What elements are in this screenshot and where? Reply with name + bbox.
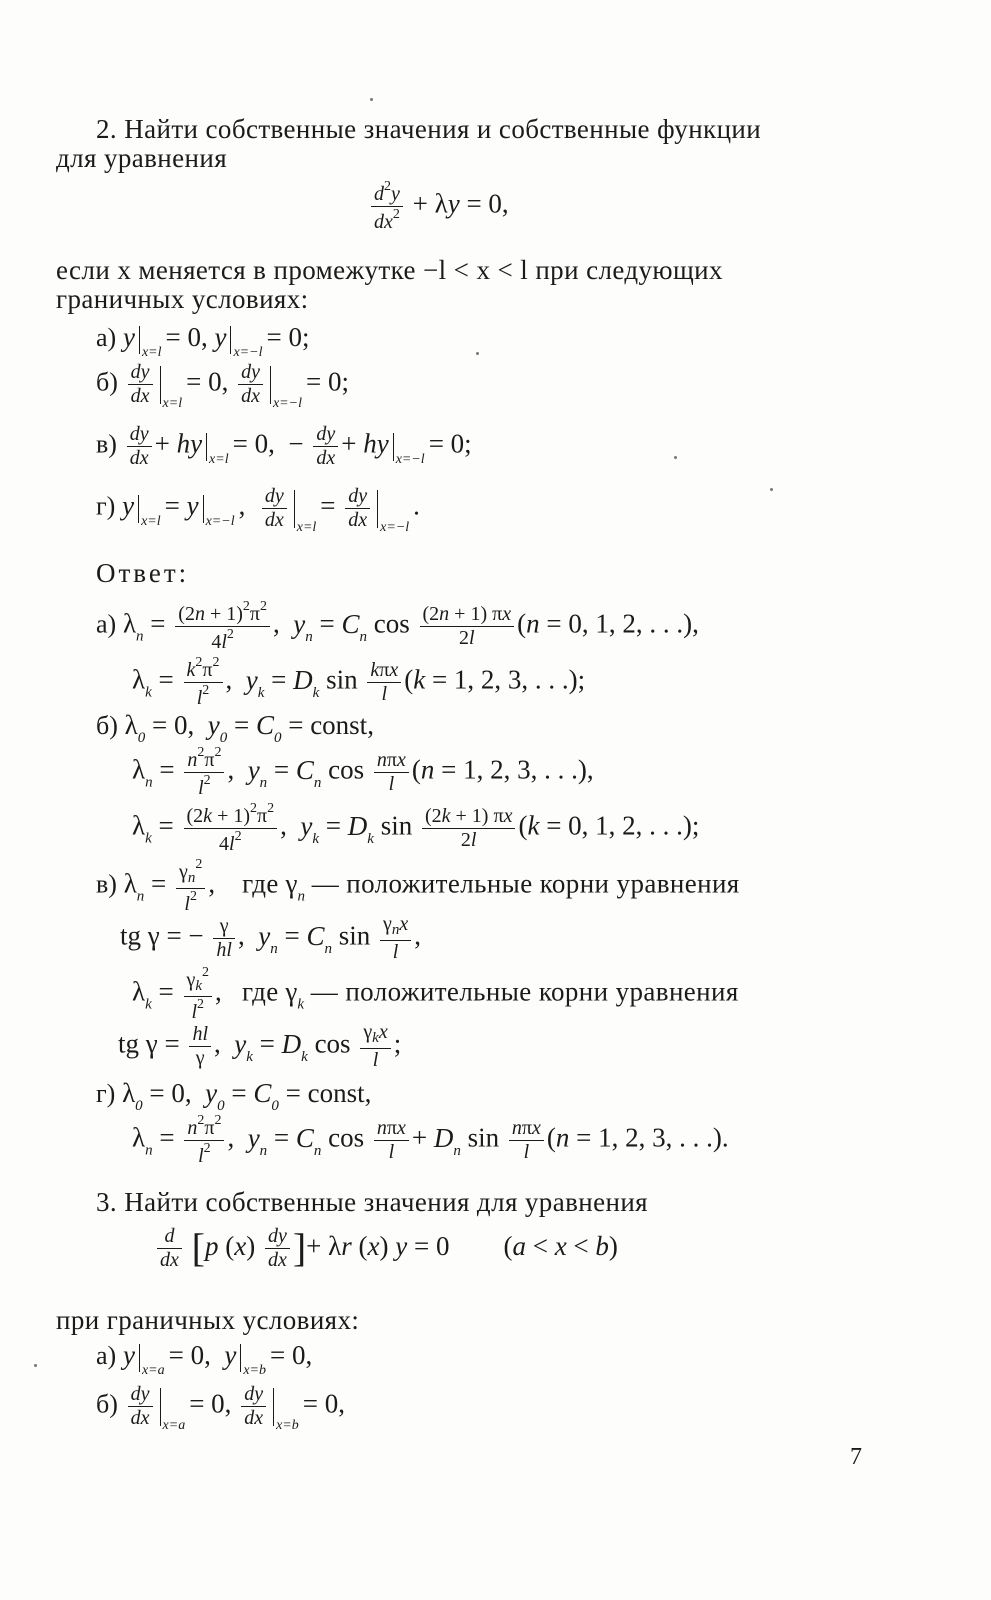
bc-g: г) $y_{x=l}= y_{x=-l}$, $\frac{dy}{dx}$ $_{x=l}$= $\frac{dy}{dx}$ $_{x=-l}$. <box>96 485 420 535</box>
roots-text-2: — положительные корни уравнения <box>310 976 739 1007</box>
answer-b1: б) $\lambda_0 = 0$, $y_0 = C_0$ = const, <box>96 710 374 746</box>
p3-bc-a: а) $y_{x=a}= 0$, $y_{x=b}= 0$, <box>96 1340 313 1378</box>
problem3-equation: $\frac{d}{dx}$ [p (x) $\frac{dy}{dx}$ ]+ λr (x) y = 0 (a < x < b) <box>154 1224 618 1271</box>
problem2-condition-cont: граничных условиях: <box>56 284 309 314</box>
answer-v2: tg γ = − $\frac{\gamma}{hl}$ , $y_n = C_n$ sin $\frac{\gamma_nx}{l}$ , <box>120 913 421 963</box>
answer-g1: г) $\lambda_0 = 0$, $y_0 = C_0$ = const, <box>96 1078 372 1114</box>
bc-v: в) $\frac{dy}{dx}$ + $hy_{x=l}= 0$, − $\frac{dy}{dx}$ + $hy_{x=-l}= 0$; <box>96 423 472 469</box>
const-word: const <box>310 710 368 740</box>
problem2-intro: 2. Найти собственные значения и собственные функции <box>96 114 762 144</box>
scan-speck <box>674 456 677 459</box>
problem3-condition: при граничных условиях: <box>56 1305 360 1335</box>
answer-b2: $\lambda_n$ = $\frac{n^2\pi^2}{l^2}$ , $y_n = C_n$ cos $\frac{\text{nπx}}{l}$ (n = 1, 2, 3, . . .), <box>132 745 594 799</box>
problem2-condition: если x меняется в промежутке −l < x < l при следующих <box>56 255 723 285</box>
answer-v1: в) $\lambda_n$ = $\frac{\gamma_n^2}{l^2}$ , где $\gamma_n$ — положительные корни уравнения <box>96 857 740 915</box>
answer-b3: $\lambda_k$ = $\frac{(2k + 1)^2\pi^2}{4l^2}$ , $y_k = D_k$ sin $\frac{(2k + 1) \pi x}{2l}$ (k = 0, 1, 2, . . .); <box>132 801 700 855</box>
gde-word-2: где <box>242 976 279 1007</box>
tg-word-2: tg <box>118 1028 140 1059</box>
page-number: 7 <box>850 1444 863 1470</box>
answer-v4: tg γ = $\frac{hl}{\gamma}$ , $y_k = D_k$ cos $\frac{\gamma_kx}{l}$ ; <box>118 1021 402 1071</box>
gde-word: где <box>242 868 279 899</box>
problem2-intro-cont: для уравнения <box>56 143 228 173</box>
answer-title: Ответ: <box>96 558 190 588</box>
bc-b: б) $\frac{dy}{dx}$ $_{x=l}$= 0, $\frac{dy}{dx}$ $_{x=-l}$= 0; <box>96 361 349 411</box>
scan-speck <box>34 1364 37 1367</box>
problem3-intro: 3. Найти собственные значения для уравнения <box>96 1187 648 1217</box>
answer-v3: $\lambda_k$ = $\frac{\gamma_k^2}{l^2}$ , где $\gamma_k$ — положительные корни уравнения <box>132 965 739 1023</box>
problem2-equation: $\frac{d^2y}{dx^2}$ + λy = 0, <box>368 180 509 233</box>
const-word-2: const <box>307 1078 365 1108</box>
answer-a2: $\lambda_k$ = $\frac{k^2\pi^2}{l^2}$ , $y_k = D_k$ sin $\frac{\text{kπx}}{l}$ (k = 1, 2, 3, . . .); <box>132 655 586 709</box>
scan-speck <box>370 98 373 101</box>
bc-a: а) $y_{x=l}= 0$, $y_{x=-l}= 0$; <box>96 322 310 360</box>
tg-word: tg <box>120 920 142 951</box>
roots-text: — положительные корни уравнения <box>311 868 740 899</box>
scan-speck <box>770 488 773 491</box>
answer-g2: $\lambda_n$ = $\frac{n^2\pi^2}{l^2}$ , $y_n = C_n$ cos $\frac{\text{nπx}}{l}$ + $D_n$ sin $\frac{\text{nπx}}{l}$ (n = 1, 2, 3, . . .). <box>132 1113 729 1167</box>
p3-bc-b: б) $\frac{dy}{dx}$ $_{x=a}$= 0, $\frac{dy}{dx}$ $_{x=b}$= 0, <box>96 1383 345 1433</box>
scan-speck <box>476 352 479 355</box>
answer-a1: а) $\lambda_n$ = $\frac{(2n + 1)^2\pi^2}{4l^2}$ , $y_n = C_n$ cos $\frac{(2n + 1) \pi x}{2l}$ (n = 0, 1, 2, . . .), <box>96 599 699 653</box>
